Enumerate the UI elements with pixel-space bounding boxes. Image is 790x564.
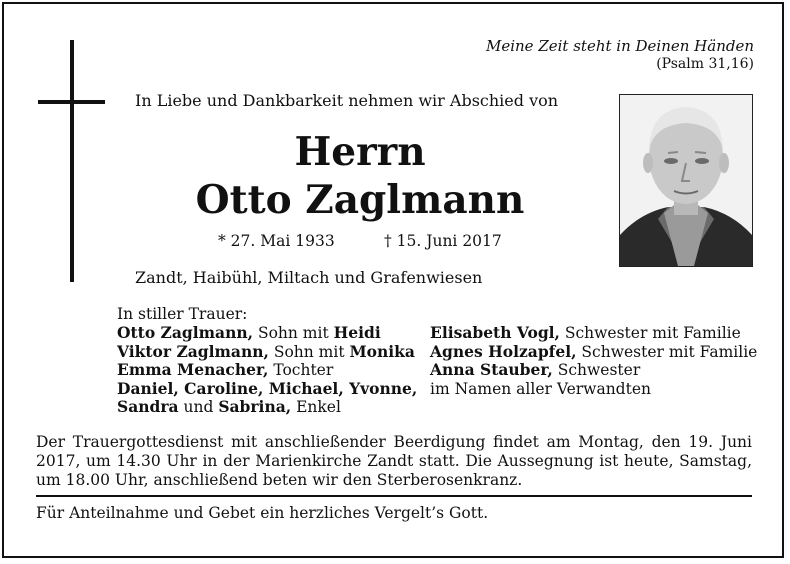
mourner-line: Elisabeth Vogl, Schwester mit Familie [430, 323, 741, 342]
mourner-line: Anna Stauber, Schwester [430, 360, 641, 379]
mourner-line: Daniel, Caroline, Michael, Yvonne, [117, 378, 418, 398]
mourner-line: Emma Menacher, Tochter [117, 360, 334, 379]
salutation: Herrn [294, 129, 426, 175]
mourners-title: In stiller Trauer: [117, 305, 248, 323]
mourner-line: Viktor Zaglmann, Sohn mit Monika [117, 341, 415, 361]
mourners-left [117, 324, 417, 417]
motto-quote: Meine Zeit steht in Deinen Händen [485, 37, 754, 55]
divider [36, 495, 752, 497]
mourners-right [430, 324, 757, 398]
deceased-name: Otto Zaglmann [195, 177, 525, 223]
intro-text: In Liebe und Dankbarkeit nehmen wir Abschied von [135, 91, 559, 110]
cross-icon-bar [38, 100, 105, 104]
mourner-line: Otto Zaglmann, Sohn mit Heidi [117, 323, 381, 342]
mourner-line: Sandra und Sabrina, Enkel [117, 397, 341, 416]
places: Zandt, Haibühl, Miltach und Grafenwiesen [135, 268, 483, 287]
thanks-text: Für Anteilnahme und Gebet ein herzliches Vergelt’s Gott. [36, 504, 489, 522]
death-date: † 15. Juni 2017 [384, 232, 502, 250]
motto-source: (Psalm 31,16) [656, 56, 754, 72]
service-details: Der Trauergottesdienst mit anschließender Beerdigung findet am Montag, den 19. Juni 2017, um 14.30 Uhr in der Marienkirche Zandt statt. Die Aussegnung ist heute, Samstag, um 18.00 Uhr, anschließend beten wir den Sterberosenkranz. [36, 433, 752, 489]
mourner-line: im Namen aller Verwandten [430, 379, 651, 398]
mourner-line: Agnes Holzapfel, Schwester mit Familie [430, 341, 758, 361]
motto [486, 37, 754, 73]
cross-icon [70, 40, 74, 282]
birth-date: * 27. Mai 1933 [218, 232, 335, 250]
portrait-photo [619, 94, 753, 267]
